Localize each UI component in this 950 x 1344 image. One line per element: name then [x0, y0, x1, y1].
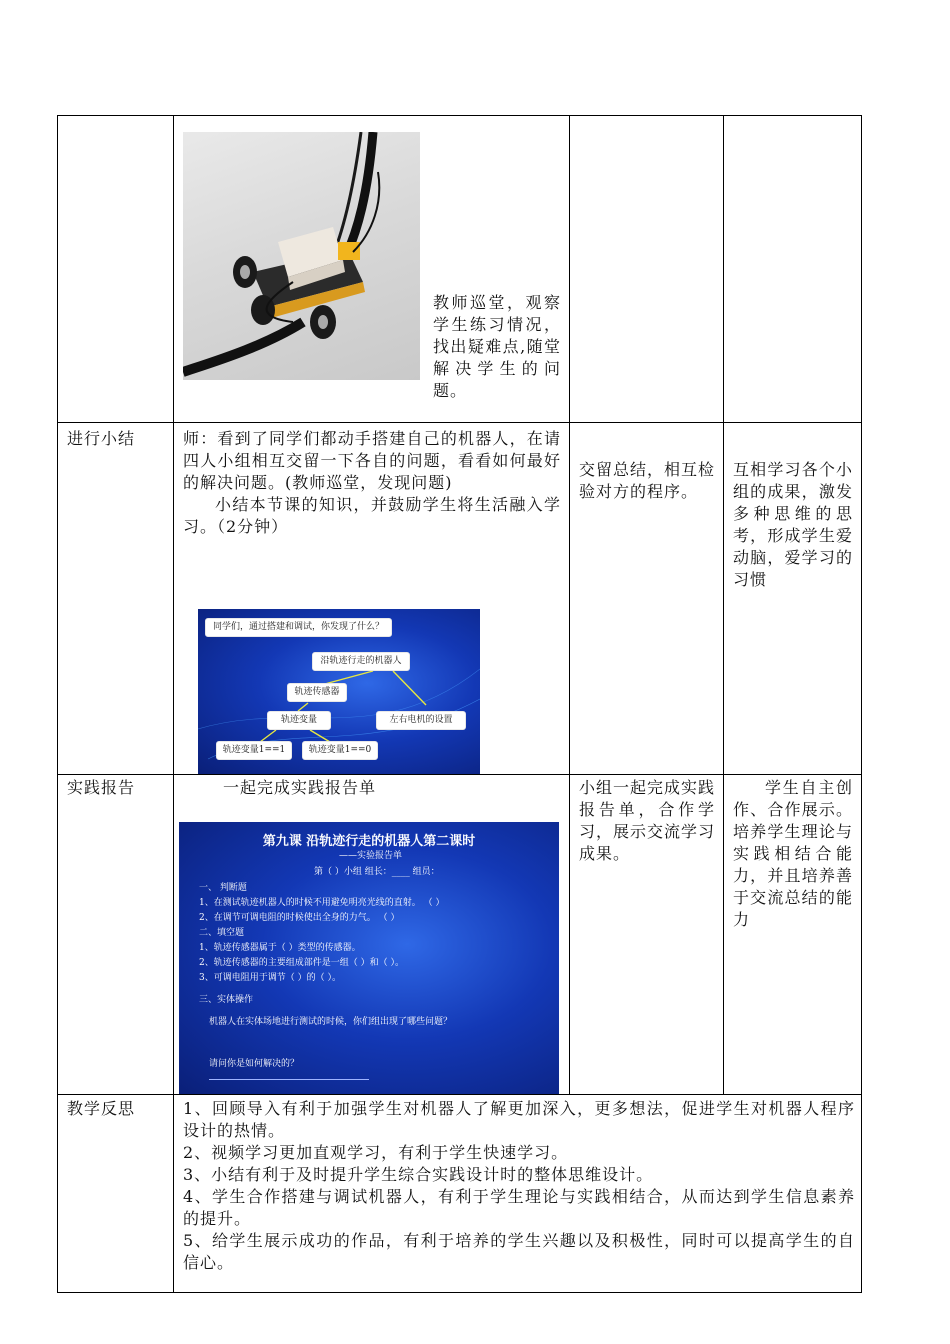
report-question: 请问你是如何解决的？	[209, 1059, 300, 1069]
stage-label: 教学反思	[67, 1099, 136, 1118]
reflection-list	[183, 1098, 855, 1274]
table-border-left	[57, 115, 58, 1293]
report-line: 1、轨迹传感器属于（ ）类型的传感器。	[199, 943, 361, 953]
report-line: 1、在测试轨迹机器人的时候不用避免明亮光线的直射。 （ ）	[199, 898, 445, 908]
reflection-item: 3、小结有利于及时提升学生综合实践设计时的整体思维设计。	[183, 1165, 654, 1184]
col-divider	[569, 115, 570, 1095]
mindmap-node: 轨迹变量	[267, 711, 331, 730]
table-border-right	[861, 115, 862, 1293]
report-subtitle: ——实验报告单	[339, 851, 403, 861]
teacher-paragraph: 师：看到了同学们都动手搭建自己的机器人，在请四人小组相互交留一下各自的问题，看看如何最好的解决问题。(教师巡堂，发现问题)	[183, 429, 561, 492]
teacher-activity-text	[183, 428, 561, 538]
report-line: 2、轨迹传感器的主要组成部件是一组（ ）和（ ）。	[199, 958, 404, 968]
reflection-item: 2、视频学习更加直观学习，有利于学生快速学习。	[183, 1143, 569, 1162]
student-activity-text: 交留总结，相互检验对方的程序。	[579, 460, 716, 501]
lesson-table	[57, 115, 862, 1293]
report-group-line: 第（ ）小组 组长：____ 组员：	[314, 867, 440, 877]
reflection-item: 5、给学生展示成功的作品，有利于培养的学生兴趣以及积极性，同时可以提高学生的自信心。	[183, 1231, 855, 1272]
teacher-activity-text: 一起完成实践报告单	[223, 778, 377, 797]
stage-label: 进行小结	[67, 429, 136, 448]
table-border-bottom	[57, 1292, 862, 1293]
col-divider	[173, 115, 174, 1293]
row-divider	[57, 1094, 862, 1095]
mindmap-node: 轨迹传感器	[287, 683, 347, 702]
mindmap-question: 同学们，通过搭建和调试，你发现了什么？	[205, 618, 392, 637]
reflection-item: 1、回顾导入有利于加强学生对机器人了解更加深入，更多想法，促进学生对机器人程序设计的热情。	[183, 1099, 855, 1140]
robot-photo	[183, 132, 420, 380]
reflection-item: 4、学生合作搭建与调试机器人，有利于学生理论与实践相结合，从而达到学生信息素养的提升。	[183, 1187, 855, 1228]
row-divider	[57, 774, 862, 775]
teacher-paragraph: 小结本节课的知识，并鼓励学生将生活融入学习。（2分钟）	[183, 495, 561, 536]
stage-label: 实践报告	[67, 778, 136, 797]
report-question: 机器人在实体场地进行测试的时候，你们组出现了哪些问题？	[209, 1017, 453, 1027]
mindmap-slide	[198, 609, 480, 774]
report-line: 2、在调节可调电阻的时候使出全身的力气。 （ ）	[199, 913, 400, 923]
report-line: 二、填空题	[199, 928, 245, 938]
row-divider	[57, 422, 862, 423]
table-border-top	[57, 115, 862, 116]
mindmap-node: 轨迹变量1==0	[302, 741, 378, 760]
design-purpose-text: 互相学习各个小组的成果，激发多种思维的思考，形成学生爱动脑，爱学习的习惯	[733, 460, 853, 589]
col-divider	[723, 115, 724, 1095]
robot-illustration	[183, 132, 420, 380]
report-line: 3、可调电阻用于调节（ ）的（ ）。	[199, 973, 341, 983]
report-section: 三、实体操作	[199, 995, 254, 1005]
mindmap-root-node: 沿轨迹行走的机器人	[312, 652, 410, 671]
report-line: 一、 判断题	[199, 883, 247, 893]
mindmap-node: 轨迹变量1==1	[216, 741, 292, 760]
student-activity-text: 小组一起完成实践报告单，合作学习，展示交流学习成果。	[579, 778, 716, 863]
report-title: 第九课 沿轨迹行走的机器人第二课时	[262, 834, 476, 849]
report-slide	[179, 822, 559, 1094]
answer-line	[209, 1079, 369, 1080]
mindmap-node: 左右电机的设置	[376, 711, 466, 730]
teacher-activity-text: 教师巡堂，观察学生练习情况，找出疑难点,随堂解决学生的问题。	[433, 293, 561, 400]
design-purpose-text: 学生自主创作、合作展示。培养学生理论与实践相结合能力，并且培养善于交流总结的能力	[733, 778, 853, 929]
